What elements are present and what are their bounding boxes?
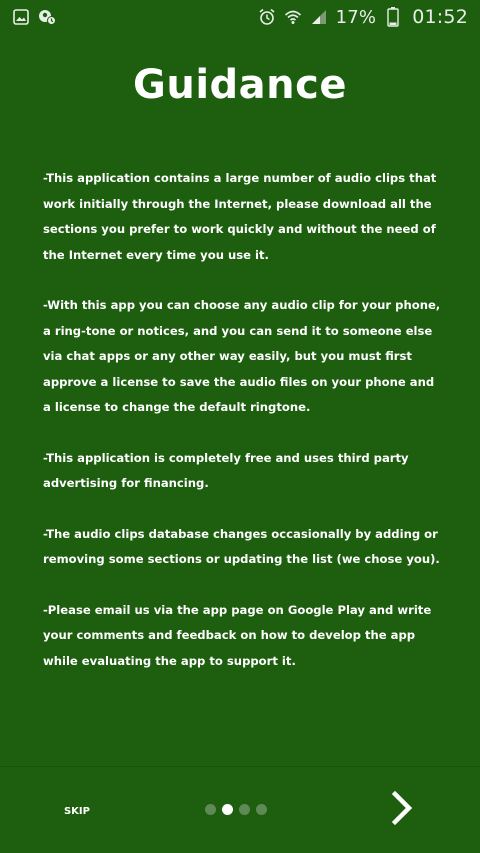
next-button[interactable] [386, 790, 420, 830]
location-chat-icon [38, 8, 56, 26]
battery-icon [384, 8, 402, 26]
gallery-icon [12, 8, 30, 26]
wifi-icon [284, 8, 302, 26]
status-left [12, 8, 56, 26]
page-dot-2[interactable] [222, 804, 233, 815]
guidance-paragraph: -With this app you can choose any audio clip for your phone, a ring-tone or notices, and you can send it to someone else via chat apps or any other way easily, but you must first approve a license to save the audio files on your phone and a license to change the default ringtone. [43, 298, 441, 414]
page-dot-3[interactable] [239, 804, 250, 815]
guidance-content [43, 166, 443, 699]
chevron-right-icon [390, 790, 416, 830]
page-dot-4[interactable] [256, 804, 267, 815]
guidance-paragraph: -The audio clips database changes occasionally by adding or removing some sections or updating the list (we chose you). [43, 526, 440, 566]
clock: 01:52 [412, 6, 468, 28]
battery-percent: 17% [335, 6, 377, 28]
signal-icon [310, 8, 328, 26]
page-dot-1[interactable] [205, 804, 216, 815]
guidance-paragraph: -This application contains a large number of audio clips that work initially through the Internet, please download all the sections you prefer to work quickly and without the need of the Internet every time you use it. [43, 171, 437, 262]
status-right [258, 6, 468, 28]
alarm-icon [258, 8, 276, 26]
guidance-paragraph: -Please email us via the app page on Google Play and write your comments and feedback on how to develop the app while evaluating the app to support it. [43, 602, 432, 668]
skip-button[interactable]: SKIP [63, 805, 90, 817]
guidance-paragraph: -This application is completely free and uses third party advertising for financing. [43, 450, 409, 490]
page-title: Guidance [133, 62, 347, 108]
footer-divider [0, 766, 480, 767]
page-indicator [205, 804, 267, 815]
status-bar [0, 0, 480, 34]
